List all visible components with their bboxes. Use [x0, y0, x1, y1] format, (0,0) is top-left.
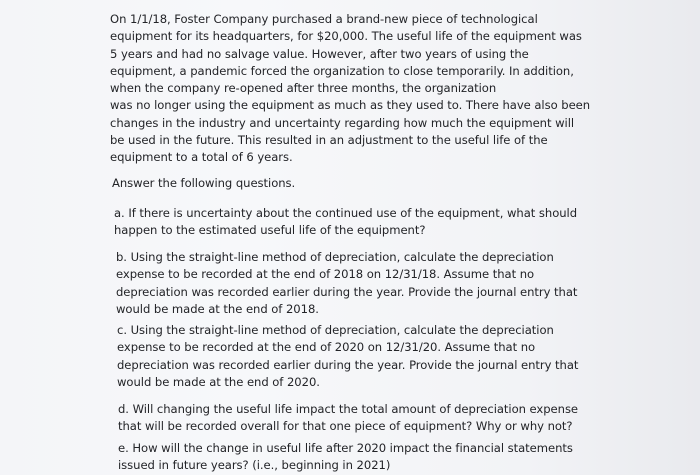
question-e-line: issued in future years? (i.e., beginning in 2021): [118, 458, 391, 473]
question-b-line: would be made at the end of 2018.: [116, 301, 319, 316]
question-a-line: a. If there is uncertainty about the continued use of the equipment, what should: [114, 206, 578, 220]
question-c-line: expense to be recorded at the end of 2020 on 12/31/20. Assume that no: [117, 340, 536, 355]
intro-line: 5 years and had no salvage value. However, after two years of using the: [110, 46, 529, 61]
intro-line: was no longer using the equipment as much as they used to. There have also been: [110, 98, 591, 113]
intro-line: when the company re-opened after three months, the organization: [110, 81, 497, 96]
question-c-line: c. Using the straight-line method of depreciation, calculate the depreciation: [117, 323, 554, 337]
question-e-line: e. How will the change in useful life after 2020 impact the financial statements: [118, 441, 573, 455]
question-a: [114, 205, 577, 240]
intro-line: equipment to a total of 6 years.: [110, 150, 293, 165]
question-d-line: d. Will changing the useful life impact the total amount of depreciation expense: [118, 402, 579, 416]
intro-line: be used in the future. This resulted in an adjustment to the useful life of the: [110, 133, 548, 148]
question-b-line: b. Using the straight-line method of depreciation, calculate the depreciation: [116, 250, 554, 264]
question-b-line: expense to be recorded at the end of 2018 on 12/31/18. Assume that no: [116, 267, 535, 282]
question-b-line: depreciation was recorded earlier during the year. Provide the journal entry that: [116, 284, 578, 299]
question-a-line: happen to the estimated useful life of the equipment?: [114, 223, 426, 238]
intro-line: On 1/1/18, Foster Company purchased a brand-new piece of technological: [110, 12, 538, 26]
intro-line: equipment, a pandemic forced the organization to close temporarily. In addition,: [110, 63, 574, 78]
intro-paragraph: [110, 11, 590, 167]
question-c-line: depreciation was recorded earlier during the year. Provide the journal entry that: [117, 357, 579, 372]
question-c: [117, 322, 578, 391]
question-d: [118, 401, 578, 436]
intro-line: changes in the industry and uncertainty regarding how much the equipment will: [110, 115, 575, 130]
question-e: [118, 440, 573, 475]
instructions: [112, 175, 295, 192]
question-b: [116, 249, 577, 318]
question-c-line: would be made at the end of 2020.: [117, 374, 320, 389]
instructions-text: Answer the following questions.: [112, 176, 296, 190]
question-d-line: that will be recorded overall for that one piece of equipment? Why or why not?: [118, 419, 573, 434]
intro-line: equipment for its headquarters, for $20,000. The useful life of the equipment was: [110, 29, 582, 44]
